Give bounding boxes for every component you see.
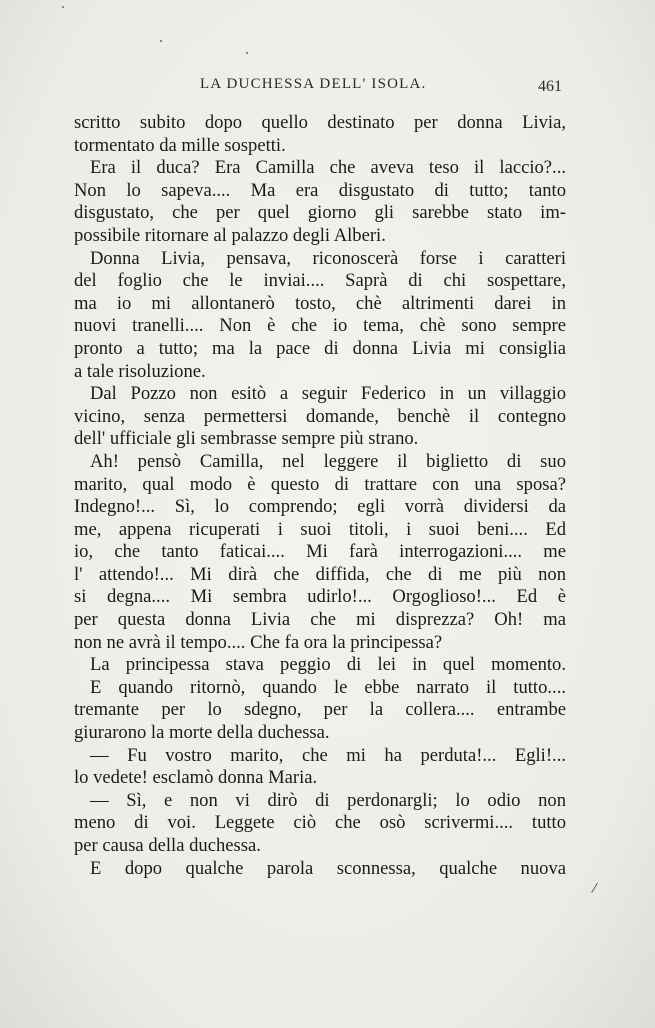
text-line: marito, qual modo è questo di trattare con una sposa? xyxy=(74,473,566,495)
text-line: a tale risoluzione. xyxy=(74,360,206,382)
text-line: E quando ritornò, quando le ebbe narrato il tutto.... xyxy=(90,676,566,698)
text-line: tremante per lo sdegno, per la collera.... entrambe xyxy=(74,699,566,721)
text-line: giurarono la morte della duchessa. xyxy=(74,722,330,744)
text-line: per causa della duchessa. xyxy=(74,835,261,856)
text-line: l' attendo!... Mi dirà che diffida, che di me più non xyxy=(74,563,566,585)
page-number: 461 xyxy=(538,78,562,95)
text-line: Ah! pensò Camilla, nel leggere il biglietto di suo xyxy=(90,450,566,472)
text-line: meno di voi. Leggete ciò che osò scrivermi.... tutto xyxy=(74,812,566,834)
text-line: lo vedete! esclamò donna Maria. xyxy=(74,767,318,789)
margin-pencil-mark: / xyxy=(590,879,599,898)
text-line: nuovi tranelli.... Non è che io tema, chè sono sempre xyxy=(74,315,566,337)
text-line: dell' ufficiale gli sembrasse sempre più strano. xyxy=(74,428,419,450)
body-text xyxy=(74,112,566,880)
text-line: Donna Livia, pensava, riconoscerà forse i caratteri xyxy=(90,247,566,269)
text-line: Non lo sapeva.... Ma era disgustato di tutto; tanto xyxy=(74,179,566,201)
paper-speck xyxy=(62,6,64,8)
text-line: Era il duca? Era Camilla che aveva teso il laccio?... xyxy=(90,157,566,179)
text-line: si degna.... Mi sembra udirlo!... Orgoglioso!... Ed è xyxy=(74,586,566,608)
text-line: io, che tanto faticai.... Mi farà interrogazioni.... me xyxy=(74,541,566,563)
text-line: E dopo qualche parola sconnessa, qualche nuova xyxy=(90,857,566,879)
paper-speck xyxy=(160,40,162,42)
text-line: del foglio che le inviai.... Saprà di chi sospettare, xyxy=(74,270,566,292)
text-line: non ne avrà il tempo.... Che fa ora la principessa? xyxy=(74,631,443,653)
running-head-title: LA DUCHESSA DELL' ISOLA. xyxy=(200,76,427,92)
text-line: pronto a tutto; ma la pace di donna Livia mi consiglia xyxy=(74,337,566,359)
text-line: tormentato da mille sospetti. xyxy=(74,134,286,156)
text-line: disgustato, che per quel giorno gli sarebbe stato im- xyxy=(74,202,566,224)
text-line: per questa donna Livia che mi disprezza? Oh! ma xyxy=(74,609,566,631)
text-line: La principessa stava peggio di lei in quel momento. xyxy=(90,654,566,676)
paper-speck xyxy=(246,52,248,54)
text-line: vicino, senza permettersi domande, benchè il contegno xyxy=(74,405,566,427)
text-line: possibile ritornare al palazzo degli Alberi. xyxy=(74,224,386,246)
text-line: Dal Pozzo non esitò a seguir Federico in un villaggio xyxy=(90,383,566,405)
text-line: — Sì, e non vi dirò di perdonargli; lo odio non xyxy=(90,789,566,811)
text-line: me, appena ricuperati i suoi titoli, i suoi beni.... Ed xyxy=(74,518,566,540)
text-line: Indegno!... Sì, lo comprendo; egli vorrà dividersi da xyxy=(74,496,566,518)
text-line: ma io mi allontanerò tosto, chè altrimenti darei in xyxy=(74,292,566,314)
text-line: scritto subito dopo quello destinato per donna Livia, xyxy=(74,112,566,133)
text-line: — Fu vostro marito, che mi ha perduta!... Egli!... xyxy=(90,744,566,766)
